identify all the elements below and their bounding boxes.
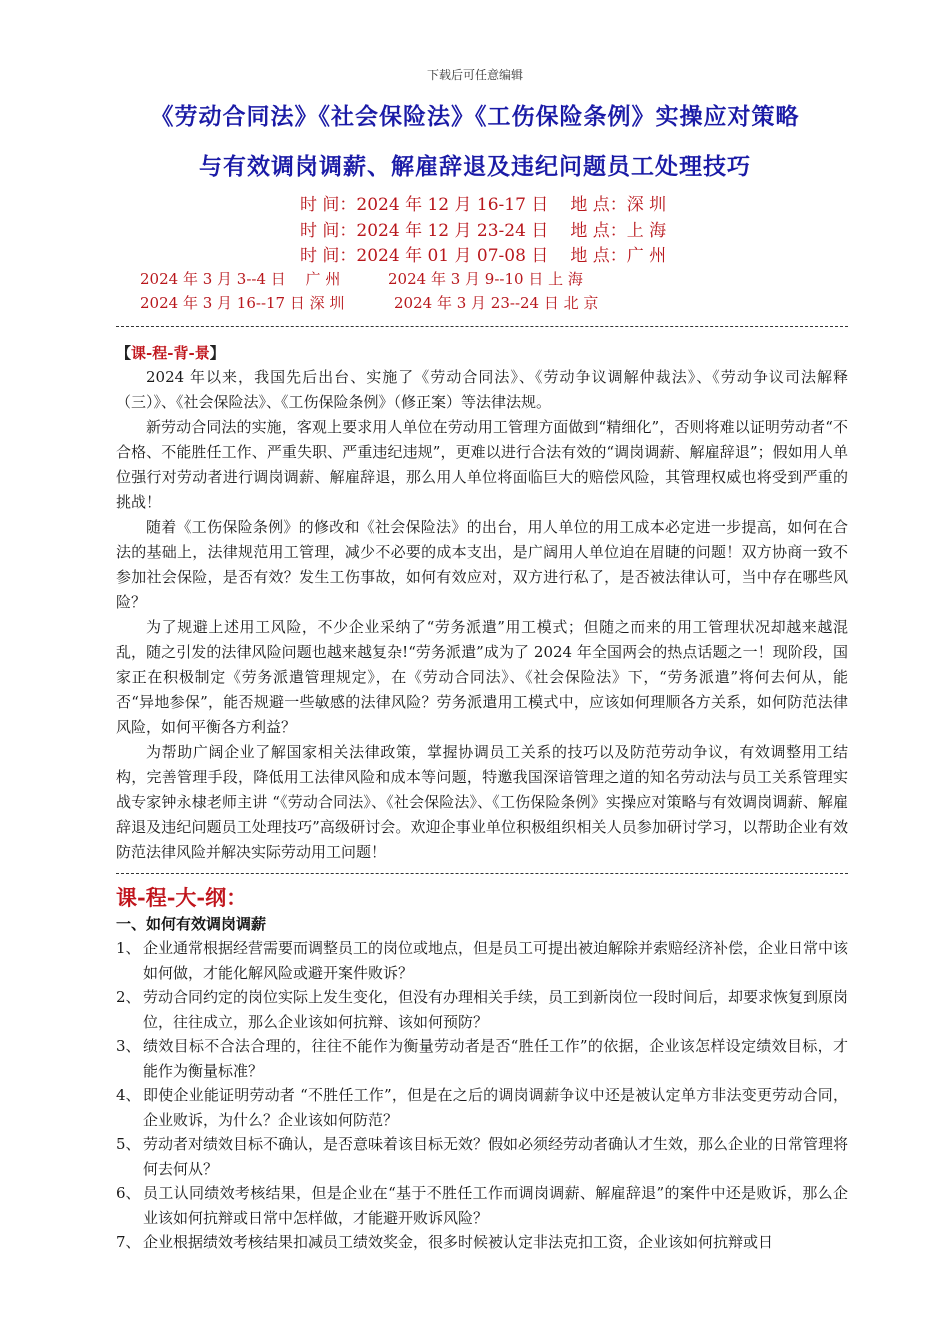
list-item-text: 员工认同绩效考核结果，但是企业在“基于不胜任工作而调岗调薪、解雇辞退”的案件中还是败诉，那么企业该如何抗辩或日常中怎样做，才能避开败诉风险？ (143, 1184, 848, 1227)
list-item (116, 985, 848, 1034)
list-item-text: 绩效目标不合法合理的，往往不能作为衡量劳动者是否“胜任工作”的依据，企业该怎样设定绩效目标，才能作为衡量标准？ (143, 1037, 848, 1080)
background-paragraph: 新劳动合同法的实施，客观上要求用人单位在劳动用工管理方面做到“精细化”，否则将难以证明劳动者“不合格、不能胜任工作、严重失职、严重违纪违规”，更难以进行合法有效的“调岗调薪、解雇辞退”；假如用人单位强行对劳动者进行调岗调薪、解雇辞退，那么用人单位将面临巨大的赔偿风险，其管理权威也将受到严重的挑战！ (116, 418, 848, 511)
list-item-text: 劳动者对绩效目标不确认，是否意味着该目标无效？假如必须经劳动者确认才生效，那么企业的日常管理将何去何从？ (143, 1135, 849, 1178)
list-item-number: 5、 (116, 1135, 141, 1153)
extra-schedule-item: 2024 年 3 月 23--24 日 北 京 (394, 294, 599, 312)
list-item-number: 6、 (116, 1184, 141, 1202)
list-item-text: 即使企业能证明劳动者 “不胜任工作”，但是在之后的调岗调薪争议中还是被认定单方非法变更劳动合同，企业败诉，为什么？企业该如何防范？ (143, 1086, 848, 1129)
extra-schedule-item: 2024 年 3 月 3--4 日 广 州 (140, 270, 341, 288)
background-paragraph: 随着《工伤保险条例》的修改和《社会保险法》的出台，用人单位的用工成本必定进一步提高，如何在合法的基础上，法律规范用工管理，减少不必要的成本支出，是广阔用人单位迫在眉睫的问题！双方协商一致不参加社会保险，是否有效？发生工伤事故，如何有效应对，双方进行私了，是否被法律认可，当中存在哪些风险？ (116, 518, 848, 611)
list-item-text: 企业根据绩效考核结果扣减员工绩效奖金，很多时候被认定非法克扣工资，企业该如何抗辩或日 (143, 1233, 774, 1251)
list-item-number: 4、 (116, 1086, 141, 1104)
background-paragraph: 为帮助广阔企业了解国家相关法律政策，掌握协调员工关系的技巧以及防范劳动争议，有效调整用工结构，完善管理手段，降低用工法律风险和成本等问题，特邀我国深谙管理之道的知名劳动法与员工关系管理实战专家钟永棣老师主讲 “《劳动合同法》、《社会保险法》、《工伤保险条例》实操应对策略与有效调岗调薪、解雇辞退及违纪问题员工处理技巧”高级研讨会。欢迎企事业单位积极组织相关人员参加研讨学习，以帮助企业有效防范法律风险并解决实际劳动用工问题！ (116, 743, 848, 861)
schedule-time: 时 间：2024 年 01 月 07-08 日 (300, 246, 549, 266)
list-item (116, 1181, 848, 1230)
list-item-text: 劳动合同约定的岗位实际上发生变化，但没有办理相关手续，员工到新岗位一段时间后，却要求恢复到原岗位，往往成立，那么企业该如何抗辩、该如何预防？ (143, 988, 849, 1031)
extra-schedule-item: 2024 年 3 月 16--17 日 深 圳 (140, 294, 345, 312)
background-heading (116, 342, 225, 363)
section-heading: 一、如何有效调岗调薪 (116, 915, 267, 933)
list-item-number: 2、 (116, 988, 141, 1006)
title-line-1: 《劳动合同法》《社会保险法》《工伤保险条例》实操应对策略 (150, 103, 800, 130)
schedule-place: 地 点：广 州 (570, 246, 667, 266)
schedule-time: 时 间：2024 年 12 月 23-24 日 (300, 221, 549, 241)
title-line-2: 与有效调岗调薪、解雇辞退及违纪问题员工处理技巧 (199, 153, 751, 180)
bracket-open: 【 (116, 344, 132, 362)
background-paragraph: 为了规避上述用工风险，不少企业采纳了“劳务派遣”用工模式；但随之而来的用工管理状况却越来越混乱，随之引发的法律风险问题也越来越复杂!“劳务派遣”成为了 2024 年全国两会的热点话题之一！现阶段，国家正在积极制定《劳务派遣管理规定》，在《劳动合同法》、《社会保险法》下，“劳务派遣”将何去何从，能否“异地参保”，能否规避一些敏感的法律风险？劳务派遣用工模式中，应该如何理顺各方关系，如何防范法律风险，如何平衡各方利益？ (116, 618, 848, 736)
question-list (116, 936, 848, 1255)
list-item (116, 1230, 848, 1255)
background-heading-label: 课-程-背-景 (131, 344, 210, 362)
schedule-time: 时 间：2024 年 12 月 16-17 日 (300, 195, 549, 215)
dashed-divider (116, 873, 848, 874)
schedule-place: 地 点：上 海 (570, 221, 667, 241)
schedule-row (300, 190, 666, 215)
background-paragraph: 2024 年以来，我国先后出台、实施了《劳动合同法》、《劳动争议调解仲裁法》、《劳动争议司法解释（三）》、《社会保险法》、《工伤保险条例》（修正案）等法律法规。 (116, 368, 848, 411)
list-item-number: 7、 (116, 1233, 141, 1251)
schedule-row (300, 241, 666, 266)
header-note: 下载后可任意编辑 (426, 68, 523, 82)
background-body (116, 365, 848, 865)
bracket-close: 】 (209, 344, 225, 362)
list-item-text: 企业通常根据经营需要而调整员工的岗位或地点，但是员工可提出被迫解除并索赔经济补偿，企业日常中该如何做，才能化解风险或避开案件败诉？ (143, 939, 849, 982)
list-item (116, 1083, 848, 1132)
schedule-row (300, 216, 666, 241)
list-item (116, 936, 848, 985)
list-item (116, 1132, 848, 1181)
list-item (116, 1034, 848, 1083)
list-item-number: 3、 (116, 1037, 141, 1055)
dashed-divider (116, 326, 848, 327)
schedule-place: 地 点：深 圳 (570, 195, 667, 215)
outline-heading: 课-程-大-纲： (116, 885, 248, 910)
list-item-number: 1、 (116, 939, 141, 957)
extra-schedule-item: 2024 年 3 月 9--10 日 上 海 (388, 270, 583, 288)
